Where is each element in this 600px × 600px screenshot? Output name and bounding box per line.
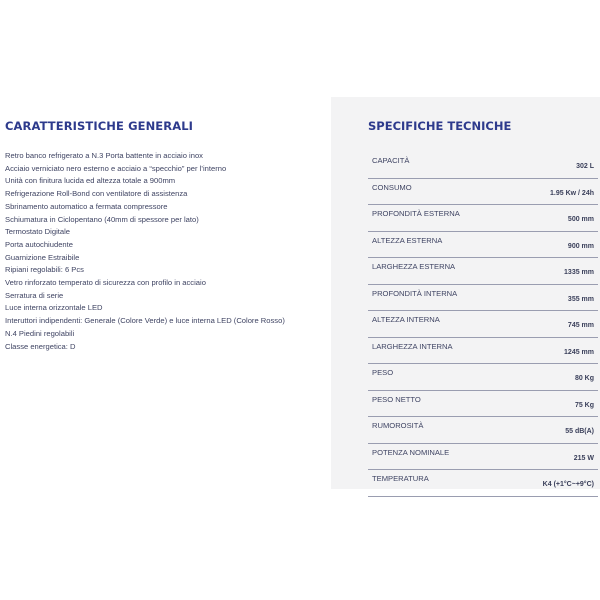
feature-item: N.4 Piedini regolabili xyxy=(5,328,75,338)
spec-value: 1335 mm xyxy=(564,269,594,276)
spec-value: 500 mm xyxy=(567,216,594,223)
spec-value: 55 dB(A) xyxy=(565,428,594,435)
feature-item: Schiumatura in Ciclopentano (40mm di spessore per lato) xyxy=(5,214,199,224)
spec-value: 1245 mm xyxy=(564,348,594,356)
features-list xyxy=(5,150,315,353)
spec-row-external-width xyxy=(368,258,598,285)
spec-row-internal-height xyxy=(368,311,598,338)
spec-value: 355 mm xyxy=(567,295,594,303)
feature-item: Termostato Digitale xyxy=(5,227,70,237)
spec-row-weight xyxy=(368,364,598,391)
spec-row-consumption xyxy=(368,179,598,206)
feature-item: Vetro rinforzato temperato di sicurezza con profilo in acciaio xyxy=(5,278,206,288)
feature-item: Sbrinamento automatico a fermata compressore xyxy=(5,201,168,211)
spec-label: CONSUMO xyxy=(372,182,412,192)
spec-label: PROFONDITÀ ESTERNA xyxy=(372,209,460,218)
spec-label: LARGHEZZA INTERNA xyxy=(372,341,453,351)
feature-item: Unità con finitura lucida ed altezza totale a 900mm xyxy=(5,176,176,186)
spec-row-external-depth xyxy=(368,205,598,232)
feature-item: Refrigerazione Roll-Bond con ventilatore di assistenza xyxy=(5,189,188,199)
feature-item: Interuttori indipendenti: Generale (Colore Verde) e luce interna LED (Colore Rosso) xyxy=(5,316,285,326)
spec-value: K4 (+1°C~+9°C) xyxy=(542,481,594,488)
spec-label: ALTEZZA INTERNA xyxy=(372,315,440,324)
spec-value: 745 mm xyxy=(567,322,594,329)
spec-row-internal-depth xyxy=(368,285,598,312)
spec-value: 215 W xyxy=(573,454,594,462)
spec-label: PROFONDITÀ INTERNA xyxy=(372,288,458,298)
spec-row-net-weight xyxy=(368,391,598,418)
spec-label: PESO NETTO xyxy=(372,394,421,404)
spec-row-capacity xyxy=(368,152,598,179)
spec-value: 1.95 Kw / 24h xyxy=(550,189,594,197)
feature-item: Serratura di serie xyxy=(5,290,64,300)
feature-item: Guarnizione Estraibile xyxy=(5,252,80,262)
spec-label: CAPACITÀ xyxy=(372,156,410,165)
spec-value: 75 Kg xyxy=(574,401,594,409)
technical-specs-title: SPECIFICHE TECNICHE xyxy=(368,119,512,133)
specs-table xyxy=(368,152,598,497)
spec-label: TEMPERATURA xyxy=(372,474,429,483)
spec-value: 80 Kg xyxy=(574,375,594,382)
spec-value: 900 mm xyxy=(567,242,594,250)
spec-label: LARGHEZZA ESTERNA xyxy=(372,262,456,271)
spec-label: POTENZA NOMINALE xyxy=(372,447,450,457)
technical-specs-panel xyxy=(331,97,600,489)
spec-label: RUMOROSITÀ xyxy=(372,421,424,430)
feature-item: Luce interna orizzontale LED xyxy=(5,303,103,313)
spec-row-noise xyxy=(368,417,598,444)
spec-row-internal-width xyxy=(368,338,598,365)
feature-item: Retro banco refrigerato a N.3 Porta battente in acciaio inox xyxy=(5,151,203,160)
feature-item: Acciaio verniciato nero esterno e acciaio a “specchio” per l’interno xyxy=(5,163,227,173)
spec-label: ALTEZZA ESTERNA xyxy=(372,235,443,245)
feature-item: Classe energetica: D xyxy=(5,341,76,351)
general-features-section xyxy=(0,97,328,489)
feature-item: Ripiani regolabili: 6 Pcs xyxy=(5,265,84,275)
feature-item: Porta autochiudente xyxy=(5,239,73,249)
spec-label: PESO xyxy=(372,368,394,377)
general-features-title: CARATTERISTICHE GENERALI xyxy=(5,119,194,133)
spec-row-rated-power xyxy=(368,444,598,471)
spec-row-external-height xyxy=(368,232,598,259)
spec-row-temperature xyxy=(368,470,598,497)
spec-value: 302 L xyxy=(576,163,594,170)
